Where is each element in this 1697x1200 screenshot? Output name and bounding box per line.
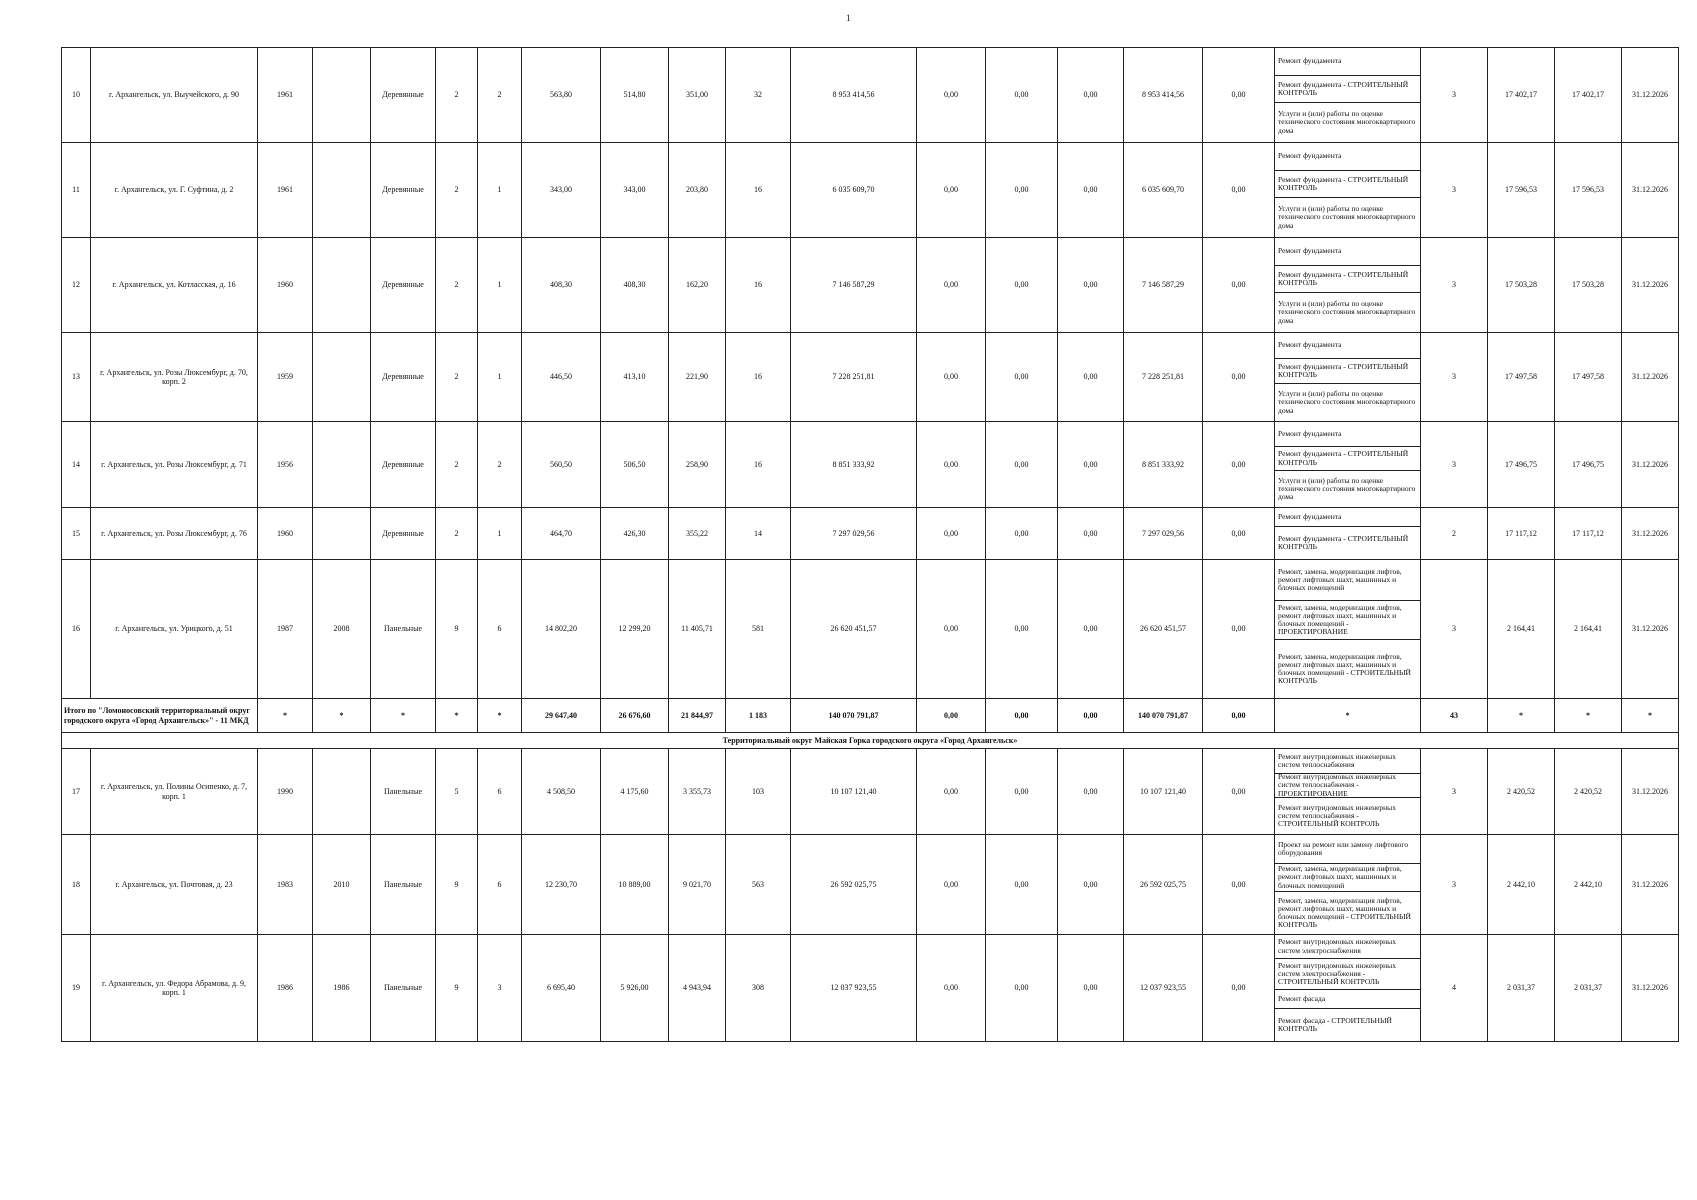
work-item: Ремонт внутридомовых инженерных систем теплоснабжения - ПРОЕКТИРОВАНИЕ — [1275, 774, 1420, 798]
total-area: 12 230,70 — [522, 835, 601, 935]
rows-before-total — [62, 48, 1679, 699]
table-row — [62, 835, 1679, 935]
works-cell — [1275, 48, 1421, 143]
row-number: 18 — [62, 835, 91, 935]
fund-2: 0,00 — [986, 238, 1058, 333]
fund-2: 0,00 — [986, 935, 1058, 1042]
year-built: 1961 — [258, 48, 313, 143]
year-renovated — [313, 238, 371, 333]
year-renovated — [313, 333, 371, 422]
fund-1: 0,00 — [917, 48, 986, 143]
deadline: 31.12.2026 — [1622, 238, 1679, 333]
total-star: * — [1555, 699, 1622, 733]
work-item: Ремонт, замена, модернизация лифтов, ремонт лифтовых шахт, машинных и блочных помещений — [1275, 864, 1420, 892]
address: г. Архангельск, ул. Розы Люксембург, д. 71 — [91, 422, 258, 508]
row-number: 15 — [62, 508, 91, 560]
entrances: 1 — [478, 143, 522, 238]
year-built: 1960 — [258, 508, 313, 560]
owned-area: 221,90 — [669, 333, 726, 422]
fund-3: 0,00 — [1058, 238, 1124, 333]
total-area: 560,50 — [522, 422, 601, 508]
row-number: 11 — [62, 143, 91, 238]
work-item: Услуги и (или) работы по оценке технического состояния многоквартирного дома — [1278, 389, 1416, 415]
work-count: 3 — [1421, 333, 1488, 422]
residents: 16 — [726, 143, 791, 238]
entrances: 1 — [478, 508, 522, 560]
unit-cost: 17 497,58 — [1488, 333, 1555, 422]
owned-area: 4 943,94 — [669, 935, 726, 1042]
row-number: 19 — [62, 935, 91, 1042]
total-star: * — [313, 699, 371, 733]
cost-total: 6 035 609,70 — [791, 143, 917, 238]
floors: 9 — [436, 560, 478, 699]
works-cell — [1275, 238, 1421, 333]
address: г. Архангельск, ул. Урицкого, д. 51 — [91, 560, 258, 699]
max-unit-cost: 2 164,41 — [1555, 560, 1622, 699]
fund-1: 0,00 — [917, 143, 986, 238]
owned-area: 355,22 — [669, 508, 726, 560]
year-renovated — [313, 508, 371, 560]
work-count: 3 — [1421, 749, 1488, 835]
works-cell — [1275, 422, 1421, 508]
fund-2: 0,00 — [986, 749, 1058, 835]
fund-1: 0,00 — [917, 422, 986, 508]
floors: 2 — [436, 333, 478, 422]
repair-program-table — [61, 47, 1679, 1042]
deadline: 31.12.2026 — [1622, 508, 1679, 560]
unit-cost: 17 402,17 — [1488, 48, 1555, 143]
year-renovated — [313, 422, 371, 508]
year-built: 1956 — [258, 422, 313, 508]
works-cell — [1275, 835, 1421, 935]
floors: 2 — [436, 422, 478, 508]
deadline: 31.12.2026 — [1622, 835, 1679, 935]
work-item: Ремонт фундамента - СТРОИТЕЛЬНЫЙ КОНТРОЛЬ — [1275, 447, 1420, 471]
fund-5: 0,00 — [1203, 935, 1275, 1042]
wall-material: Панельные — [371, 749, 436, 835]
entrances: 6 — [478, 749, 522, 835]
total-work-count: 43 — [1421, 699, 1488, 733]
row-number: 14 — [62, 422, 91, 508]
work-item: Ремонт фундамента — [1275, 48, 1420, 76]
max-unit-cost: 17 596,53 — [1555, 143, 1622, 238]
living-area: 343,00 — [601, 143, 669, 238]
entrances: 2 — [478, 48, 522, 143]
table-row — [62, 508, 1679, 560]
deadline: 31.12.2026 — [1622, 560, 1679, 699]
work-item: Услуги и (или) работы по оценке технического состояния многоквартирного дома — [1278, 475, 1416, 502]
owned-area: 162,20 — [669, 238, 726, 333]
living-area: 506,50 — [601, 422, 669, 508]
unit-cost: 17 503,28 — [1488, 238, 1555, 333]
work-count: 4 — [1421, 935, 1488, 1042]
fund-2: 0,00 — [986, 333, 1058, 422]
floors: 2 — [436, 143, 478, 238]
work-item: Ремонт фасада - СТРОИТЕЛЬНЫЙ КОНТРОЛЬ — [1278, 1015, 1392, 1033]
fund-1: 0,00 — [917, 749, 986, 835]
table-row — [62, 333, 1679, 422]
max-unit-cost: 17 497,58 — [1555, 333, 1622, 422]
max-unit-cost: 17 496,75 — [1555, 422, 1622, 508]
total-cost: 140 070 791,87 — [791, 699, 917, 733]
address: г. Архангельск, ул. Выучейского, д. 90 — [91, 48, 258, 143]
fund-4: 26 620 451,57 — [1124, 560, 1203, 699]
owned-area: 351,00 — [669, 48, 726, 143]
fund-4: 12 037 923,55 — [1124, 935, 1203, 1042]
floors: 5 — [436, 749, 478, 835]
works-cell — [1275, 143, 1421, 238]
fund-5: 0,00 — [1203, 749, 1275, 835]
works-cell — [1275, 935, 1421, 1042]
table-row — [62, 48, 1679, 143]
total-area: 14 802,20 — [522, 560, 601, 699]
work-count: 3 — [1421, 560, 1488, 699]
table-row — [62, 749, 1679, 835]
owned-area: 203,80 — [669, 143, 726, 238]
entrances: 6 — [478, 835, 522, 935]
fund-2: 0,00 — [986, 143, 1058, 238]
work-count: 2 — [1421, 508, 1488, 560]
address: г. Архангельск, ул. Розы Люксембург, д. 76 — [91, 508, 258, 560]
unit-cost: 2 031,37 — [1488, 935, 1555, 1042]
fund-5: 0,00 — [1203, 560, 1275, 699]
floors: 9 — [436, 835, 478, 935]
total-star: * — [371, 699, 436, 733]
unit-cost: 2 442,10 — [1488, 835, 1555, 935]
work-item: Проект на ремонт или замену лифтового оборудования — [1275, 835, 1420, 864]
work-count: 3 — [1421, 143, 1488, 238]
fund-4: 6 035 609,70 — [1124, 143, 1203, 238]
wall-material: Деревянные — [371, 422, 436, 508]
max-unit-cost: 17 117,12 — [1555, 508, 1622, 560]
fund-1: 0,00 — [917, 238, 986, 333]
total-star: * — [258, 699, 313, 733]
section-header-row — [62, 733, 1679, 749]
fund-2: 0,00 — [986, 48, 1058, 143]
table-row — [62, 238, 1679, 333]
owned-area: 258,90 — [669, 422, 726, 508]
total-label: Итого по "Ломоносовский территориальный округ городского округа «Город Архангельск»" - 11 МКД — [62, 699, 258, 733]
deadline: 31.12.2026 — [1622, 935, 1679, 1042]
max-unit-cost: 2 031,37 — [1555, 935, 1622, 1042]
fund-5: 0,00 — [1203, 333, 1275, 422]
work-item: Ремонт внутридомовых инженерных систем теплоснабжения — [1275, 749, 1420, 774]
table-row — [62, 560, 1679, 699]
work-item: Ремонт внутридомовых инженерных систем электроснабжения - СТРОИТЕЛЬНЫЙ КОНТРОЛЬ — [1275, 959, 1420, 990]
total-area: 29 647,40 — [522, 699, 601, 733]
total-fund-4: 140 070 791,87 — [1124, 699, 1203, 733]
work-item: Ремонт фундамента — [1275, 143, 1420, 171]
work-item: Ремонт фасада — [1275, 990, 1420, 1009]
entrances: 1 — [478, 333, 522, 422]
fund-3: 0,00 — [1058, 749, 1124, 835]
address: г. Архангельск, ул. Г. Суфтина, д. 2 — [91, 143, 258, 238]
total-area: 464,70 — [522, 508, 601, 560]
table-row — [62, 143, 1679, 238]
total-fund-3: 0,00 — [1058, 699, 1124, 733]
total-living-area: 26 676,60 — [601, 699, 669, 733]
total-area: 6 695,40 — [522, 935, 601, 1042]
unit-cost: 2 164,41 — [1488, 560, 1555, 699]
living-area: 408,30 — [601, 238, 669, 333]
unit-cost: 17 117,12 — [1488, 508, 1555, 560]
works-cell — [1275, 508, 1421, 560]
total-section — [62, 699, 1679, 749]
fund-1: 0,00 — [917, 508, 986, 560]
owned-area: 9 021,70 — [669, 835, 726, 935]
row-number: 10 — [62, 48, 91, 143]
work-item: Ремонт фундамента - СТРОИТЕЛЬНЫЙ КОНТРОЛЬ — [1278, 533, 1409, 551]
cost-total: 7 228 251,81 — [791, 333, 917, 422]
fund-1: 0,00 — [917, 835, 986, 935]
wall-material: Деревянные — [371, 333, 436, 422]
wall-material: Деревянные — [371, 143, 436, 238]
fund-3: 0,00 — [1058, 835, 1124, 935]
total-area: 408,30 — [522, 238, 601, 333]
fund-4: 8 851 333,92 — [1124, 422, 1203, 508]
fund-4: 26 592 025,75 — [1124, 835, 1203, 935]
fund-3: 0,00 — [1058, 143, 1124, 238]
work-item: Ремонт, замена, модернизация лифтов, ремонт лифтовых шахт, машинных и блочных помещений - СТРОИТЕЛЬНЫЙ КОНТРОЛЬ — [1278, 895, 1411, 930]
fund-1: 0,00 — [917, 935, 986, 1042]
works-cell — [1275, 749, 1421, 835]
year-built: 1987 — [258, 560, 313, 699]
living-area: 413,10 — [601, 333, 669, 422]
year-renovated — [313, 48, 371, 143]
max-unit-cost: 2 420,52 — [1555, 749, 1622, 835]
deadline: 31.12.2026 — [1622, 48, 1679, 143]
work-item: Ремонт фундамента - СТРОИТЕЛЬНЫЙ КОНТРОЛЬ — [1275, 171, 1420, 198]
total-fund-5: 0,00 — [1203, 699, 1275, 733]
work-item: Ремонт фундамента - СТРОИТЕЛЬНЫЙ КОНТРОЛЬ — [1275, 266, 1420, 293]
total-area: 446,50 — [522, 333, 601, 422]
residents: 14 — [726, 508, 791, 560]
work-item: Ремонт фундамента — [1275, 333, 1420, 359]
work-item: Ремонт, замена, модернизация лифтов, ремонт лифтовых шахт, машинных и блочных помещений - ПРОЕКТИРОВАНИЕ — [1275, 601, 1420, 640]
living-area: 514,80 — [601, 48, 669, 143]
owned-area: 11 405,71 — [669, 560, 726, 699]
fund-3: 0,00 — [1058, 560, 1124, 699]
residents: 103 — [726, 749, 791, 835]
fund-5: 0,00 — [1203, 143, 1275, 238]
fund-2: 0,00 — [986, 835, 1058, 935]
living-area: 12 299,20 — [601, 560, 669, 699]
work-count: 3 — [1421, 835, 1488, 935]
entrances: 6 — [478, 560, 522, 699]
fund-3: 0,00 — [1058, 48, 1124, 143]
year-built: 1983 — [258, 835, 313, 935]
page-number: 1 — [846, 13, 851, 23]
cost-total: 10 107 121,40 — [791, 749, 917, 835]
cost-total: 26 592 025,75 — [791, 835, 917, 935]
work-item: Ремонт внутридомовых инженерных систем электроснабжения — [1275, 935, 1420, 959]
residents: 563 — [726, 835, 791, 935]
deadline: 31.12.2026 — [1622, 333, 1679, 422]
work-item: Услуги и (или) работы по оценке технического состояния многоквартирного дома — [1278, 204, 1416, 230]
total-star: * — [478, 699, 522, 733]
max-unit-cost: 2 442,10 — [1555, 835, 1622, 935]
rows-after-total — [62, 749, 1679, 1042]
work-item: Ремонт фундамента - СТРОИТЕЛЬНЫЙ КОНТРОЛЬ — [1275, 76, 1420, 103]
work-item: Услуги и (или) работы по оценке технического состояния многоквартирного дома — [1278, 109, 1416, 135]
work-item: Ремонт фундамента — [1275, 508, 1420, 527]
total-area: 563,80 — [522, 48, 601, 143]
table-row — [62, 935, 1679, 1042]
fund-2: 0,00 — [986, 422, 1058, 508]
fund-1: 0,00 — [917, 333, 986, 422]
fund-1: 0,00 — [917, 560, 986, 699]
living-area: 5 926,00 — [601, 935, 669, 1042]
fund-3: 0,00 — [1058, 333, 1124, 422]
living-area: 426,30 — [601, 508, 669, 560]
cost-total: 7 297 029,56 — [791, 508, 917, 560]
total-star: * — [1622, 699, 1679, 733]
work-item: Услуги и (или) работы по оценке технического состояния многоквартирного дома — [1278, 299, 1416, 325]
fund-5: 0,00 — [1203, 508, 1275, 560]
wall-material: Деревянные — [371, 508, 436, 560]
fund-2: 0,00 — [986, 508, 1058, 560]
year-renovated — [313, 749, 371, 835]
living-area: 10 889,00 — [601, 835, 669, 935]
works-cell — [1275, 560, 1421, 699]
deadline: 31.12.2026 — [1622, 749, 1679, 835]
fund-3: 0,00 — [1058, 935, 1124, 1042]
address: г. Архангельск, ул. Полины Осипенко, д. 7, корп. 1 — [91, 749, 258, 835]
total-area: 4 508,50 — [522, 749, 601, 835]
fund-4: 7 228 251,81 — [1124, 333, 1203, 422]
floors: 2 — [436, 48, 478, 143]
total-area: 343,00 — [522, 143, 601, 238]
work-item: Ремонт фундамента - СТРОИТЕЛЬНЫЙ КОНТРОЛЬ — [1275, 359, 1420, 384]
total-fund-1: 0,00 — [917, 699, 986, 733]
work-item: Ремонт фундамента — [1275, 422, 1420, 447]
year-built: 1986 — [258, 935, 313, 1042]
section-title: Территориальный округ Майская Горка городского округа «Город Архангельск» — [62, 733, 1679, 749]
row-number: 12 — [62, 238, 91, 333]
works-cell — [1275, 333, 1421, 422]
total-fund-2: 0,00 — [986, 699, 1058, 733]
residents: 16 — [726, 238, 791, 333]
fund-4: 7 297 029,56 — [1124, 508, 1203, 560]
year-built: 1959 — [258, 333, 313, 422]
year-built: 1990 — [258, 749, 313, 835]
address: г. Архангельск, ул. Федора Абрамова, д. 9, корп. 1 — [91, 935, 258, 1042]
total-star: * — [1275, 699, 1421, 733]
residents: 32 — [726, 48, 791, 143]
row-number: 17 — [62, 749, 91, 835]
work-item: Ремонт внутридомовых инженерных систем теплоснабжения - СТРОИТЕЛЬНЫЙ КОНТРОЛЬ — [1278, 802, 1396, 829]
year-built: 1961 — [258, 143, 313, 238]
address: г. Архангельск, ул. Розы Люксембург, д. 70, корп. 2 — [91, 333, 258, 422]
fund-5: 0,00 — [1203, 48, 1275, 143]
wall-material: Панельные — [371, 560, 436, 699]
fund-4: 8 953 414,56 — [1124, 48, 1203, 143]
year-renovated: 2010 — [313, 835, 371, 935]
work-count: 3 — [1421, 422, 1488, 508]
unit-cost: 17 596,53 — [1488, 143, 1555, 238]
max-unit-cost: 17 402,17 — [1555, 48, 1622, 143]
total-row — [62, 699, 1679, 733]
wall-material: Панельные — [371, 835, 436, 935]
residents: 16 — [726, 422, 791, 508]
fund-3: 0,00 — [1058, 508, 1124, 560]
entrances: 3 — [478, 935, 522, 1042]
deadline: 31.12.2026 — [1622, 143, 1679, 238]
row-number: 13 — [62, 333, 91, 422]
deadline: 31.12.2026 — [1622, 422, 1679, 508]
wall-material: Панельные — [371, 935, 436, 1042]
floors: 2 — [436, 238, 478, 333]
fund-5: 0,00 — [1203, 422, 1275, 508]
residents: 16 — [726, 333, 791, 422]
floors: 2 — [436, 508, 478, 560]
table-row — [62, 422, 1679, 508]
work-item: Ремонт фундамента — [1275, 238, 1420, 266]
floors: 9 — [436, 935, 478, 1042]
entrances: 2 — [478, 422, 522, 508]
unit-cost: 2 420,52 — [1488, 749, 1555, 835]
total-star: * — [436, 699, 478, 733]
unit-cost: 17 496,75 — [1488, 422, 1555, 508]
address: г. Архангельск, ул. Почтовая, д. 23 — [91, 835, 258, 935]
work-count: 3 — [1421, 238, 1488, 333]
work-item: Ремонт, замена, модернизация лифтов, ремонт лифтовых шахт, машинных и блочных помещений - СТРОИТЕЛЬНЫЙ КОНТРОЛЬ — [1278, 651, 1411, 686]
cost-total: 26 620 451,57 — [791, 560, 917, 699]
max-unit-cost: 17 503,28 — [1555, 238, 1622, 333]
cost-total: 8 851 333,92 — [791, 422, 917, 508]
year-renovated: 2008 — [313, 560, 371, 699]
residents: 308 — [726, 935, 791, 1042]
total-owned-area: 21 844,97 — [669, 699, 726, 733]
work-count: 3 — [1421, 48, 1488, 143]
row-number: 16 — [62, 560, 91, 699]
fund-5: 0,00 — [1203, 238, 1275, 333]
fund-5: 0,00 — [1203, 835, 1275, 935]
work-item: Ремонт, замена, модернизация лифтов, ремонт лифтовых шахт, машинных и блочных помещений — [1275, 560, 1420, 601]
cost-total: 8 953 414,56 — [791, 48, 917, 143]
living-area: 4 175,60 — [601, 749, 669, 835]
entrances: 1 — [478, 238, 522, 333]
residents: 581 — [726, 560, 791, 699]
address: г. Архангельск, ул. Котласская, д. 16 — [91, 238, 258, 333]
fund-3: 0,00 — [1058, 422, 1124, 508]
total-star: * — [1488, 699, 1555, 733]
fund-2: 0,00 — [986, 560, 1058, 699]
year-built: 1960 — [258, 238, 313, 333]
total-residents: 1 183 — [726, 699, 791, 733]
fund-4: 10 107 121,40 — [1124, 749, 1203, 835]
cost-total: 12 037 923,55 — [791, 935, 917, 1042]
fund-4: 7 146 587,29 — [1124, 238, 1203, 333]
year-renovated — [313, 143, 371, 238]
wall-material: Деревянные — [371, 48, 436, 143]
year-renovated: 1986 — [313, 935, 371, 1042]
owned-area: 3 355,73 — [669, 749, 726, 835]
cost-total: 7 146 587,29 — [791, 238, 917, 333]
wall-material: Деревянные — [371, 238, 436, 333]
